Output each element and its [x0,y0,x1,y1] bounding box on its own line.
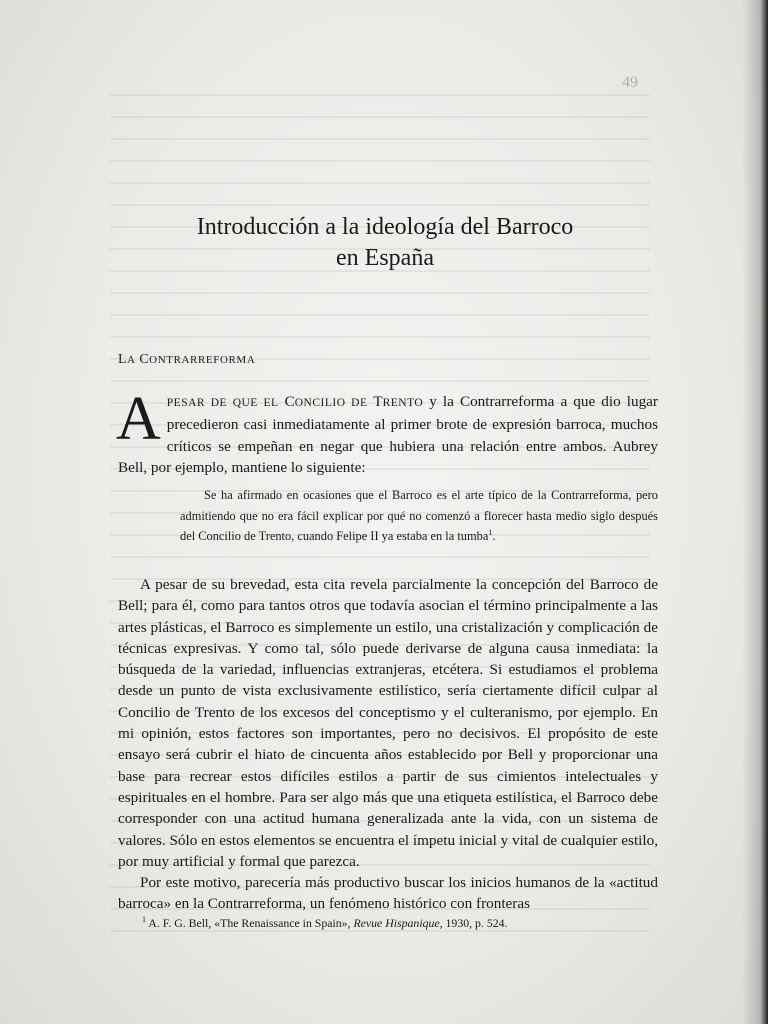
quote-note-ref: 1 [488,528,493,538]
chapter-title-line-2: en España [336,245,434,271]
footnote-text-b: , 1930, p. 524. [439,916,508,930]
page-edge-shadow [742,0,768,1024]
body-text [118,574,658,915]
section-heading-rest-2: ONTRARREFORMA [149,354,256,366]
paragraph-3: Por este motivo, parecería más productivo buscar los inicios humanos de la «actitud barroca» en la Contrarreforma, un fenómeno histórico con fronteras [118,874,658,913]
chapter-title-line-1: Introducción a la ideología del Barroco [196,214,574,240]
drop-cap: A [116,385,161,453]
section-heading-initial-2: C [139,352,150,367]
opening-smallcaps-c: RENTO [382,397,424,409]
chapter-title [100,212,670,274]
opening-text: y la Contrarreforma a que dio lugar precedieron casi inmediatamente al primer brote de expresión barroca, muchos críticos se empeñan en negar que hubiera una relación entre ambos. Aubrey Bell, por ejemplo, mantiene lo siguiente: [118,393,658,476]
paragraph-2: A pesar de su brevedad, esta cita revela parcialmente la concepción del Barroco de Bell; para él, como para tantos otros que todavía asocian el término principalmente a las artes plásticas, el Barroco es simplemente un estilo, una cristalización y complicación de técnicas expresivas. Y como tal, sólo puede derivarse de alguna causa inmediata: la búsqueda de la variedad, influencias extranjeras, etcétera. Si estudiamos el problema desde un punto de vista exclusivamente estilístico, sería ciertamente difícil culpar al Concilio de Trento de los excesos del conceptismo y el culteranismo, por ejemplo. En mi opinión, estos factores son importantes, pero no decisivos. El propósito de este ensayo será cubrir el hiato de cincuenta años establecido por Bell y proporcionar una base para recrear estos difíciles estilos a partir de sus cimientos intelectuales y espirituales en el hombre. Para ser algo más que una etiqueta estilística, el Barroco debe corresponder con una actitud humana generalizada ante la vida, con un sistema de valores. Sólo en estos elementos se encuentra el ímpetu inicial y vital de cualquier estilo, por muy artificial y formal que parezca. [118,576,658,870]
footnote [142,916,507,931]
opening-smallcaps-b: ONCILIO DE [294,397,368,409]
section-heading-rest-1: A [126,354,136,366]
footnote-text-a: A. F. G. Bell, «The Renaissance in Spain», [148,916,354,930]
block-quote: Se ha afirmado en ocasiones que el Barroco es el arte típico de la Contrarreforma, pero admitiendo que no era fácil explicar por qué no comenzó a florecer hasta medio siglo después del Concilio de Trento, cuando Felipe II ya estaba en la tumba$^1$. [180,488,658,544]
page-number: 49 [622,74,638,91]
opening-smallcaps-a: PESAR DE QUE EL [166,397,279,409]
section-heading [118,352,255,368]
footnote-journal: Revue Hispanique [353,916,440,930]
section-heading-initial-1: L [118,352,127,367]
opening-paragraph: APESAR DE QUE EL CONCILIO DE TRENTO y la Contrarreforma a que dio lugar precedieron casi inmediatamente al primer brote de expresión barroca, muchos críticos se empeñan en negar que hubiera una relación entre ambos. Aubrey Bell, por ejemplo, mantiene lo siguiente: [116,385,658,476]
quote-text: Se ha afirmado en ocasiones que el Barroco es el arte típico de la Contrarreforma, pero admitiendo que no era fácil explicar por qué no comenzó a florecer hasta medio siglo después del Concilio de Trento, cuando Felipe II ya estaba en la tumba [180,488,658,544]
footnote-number: 1 [142,915,146,925]
